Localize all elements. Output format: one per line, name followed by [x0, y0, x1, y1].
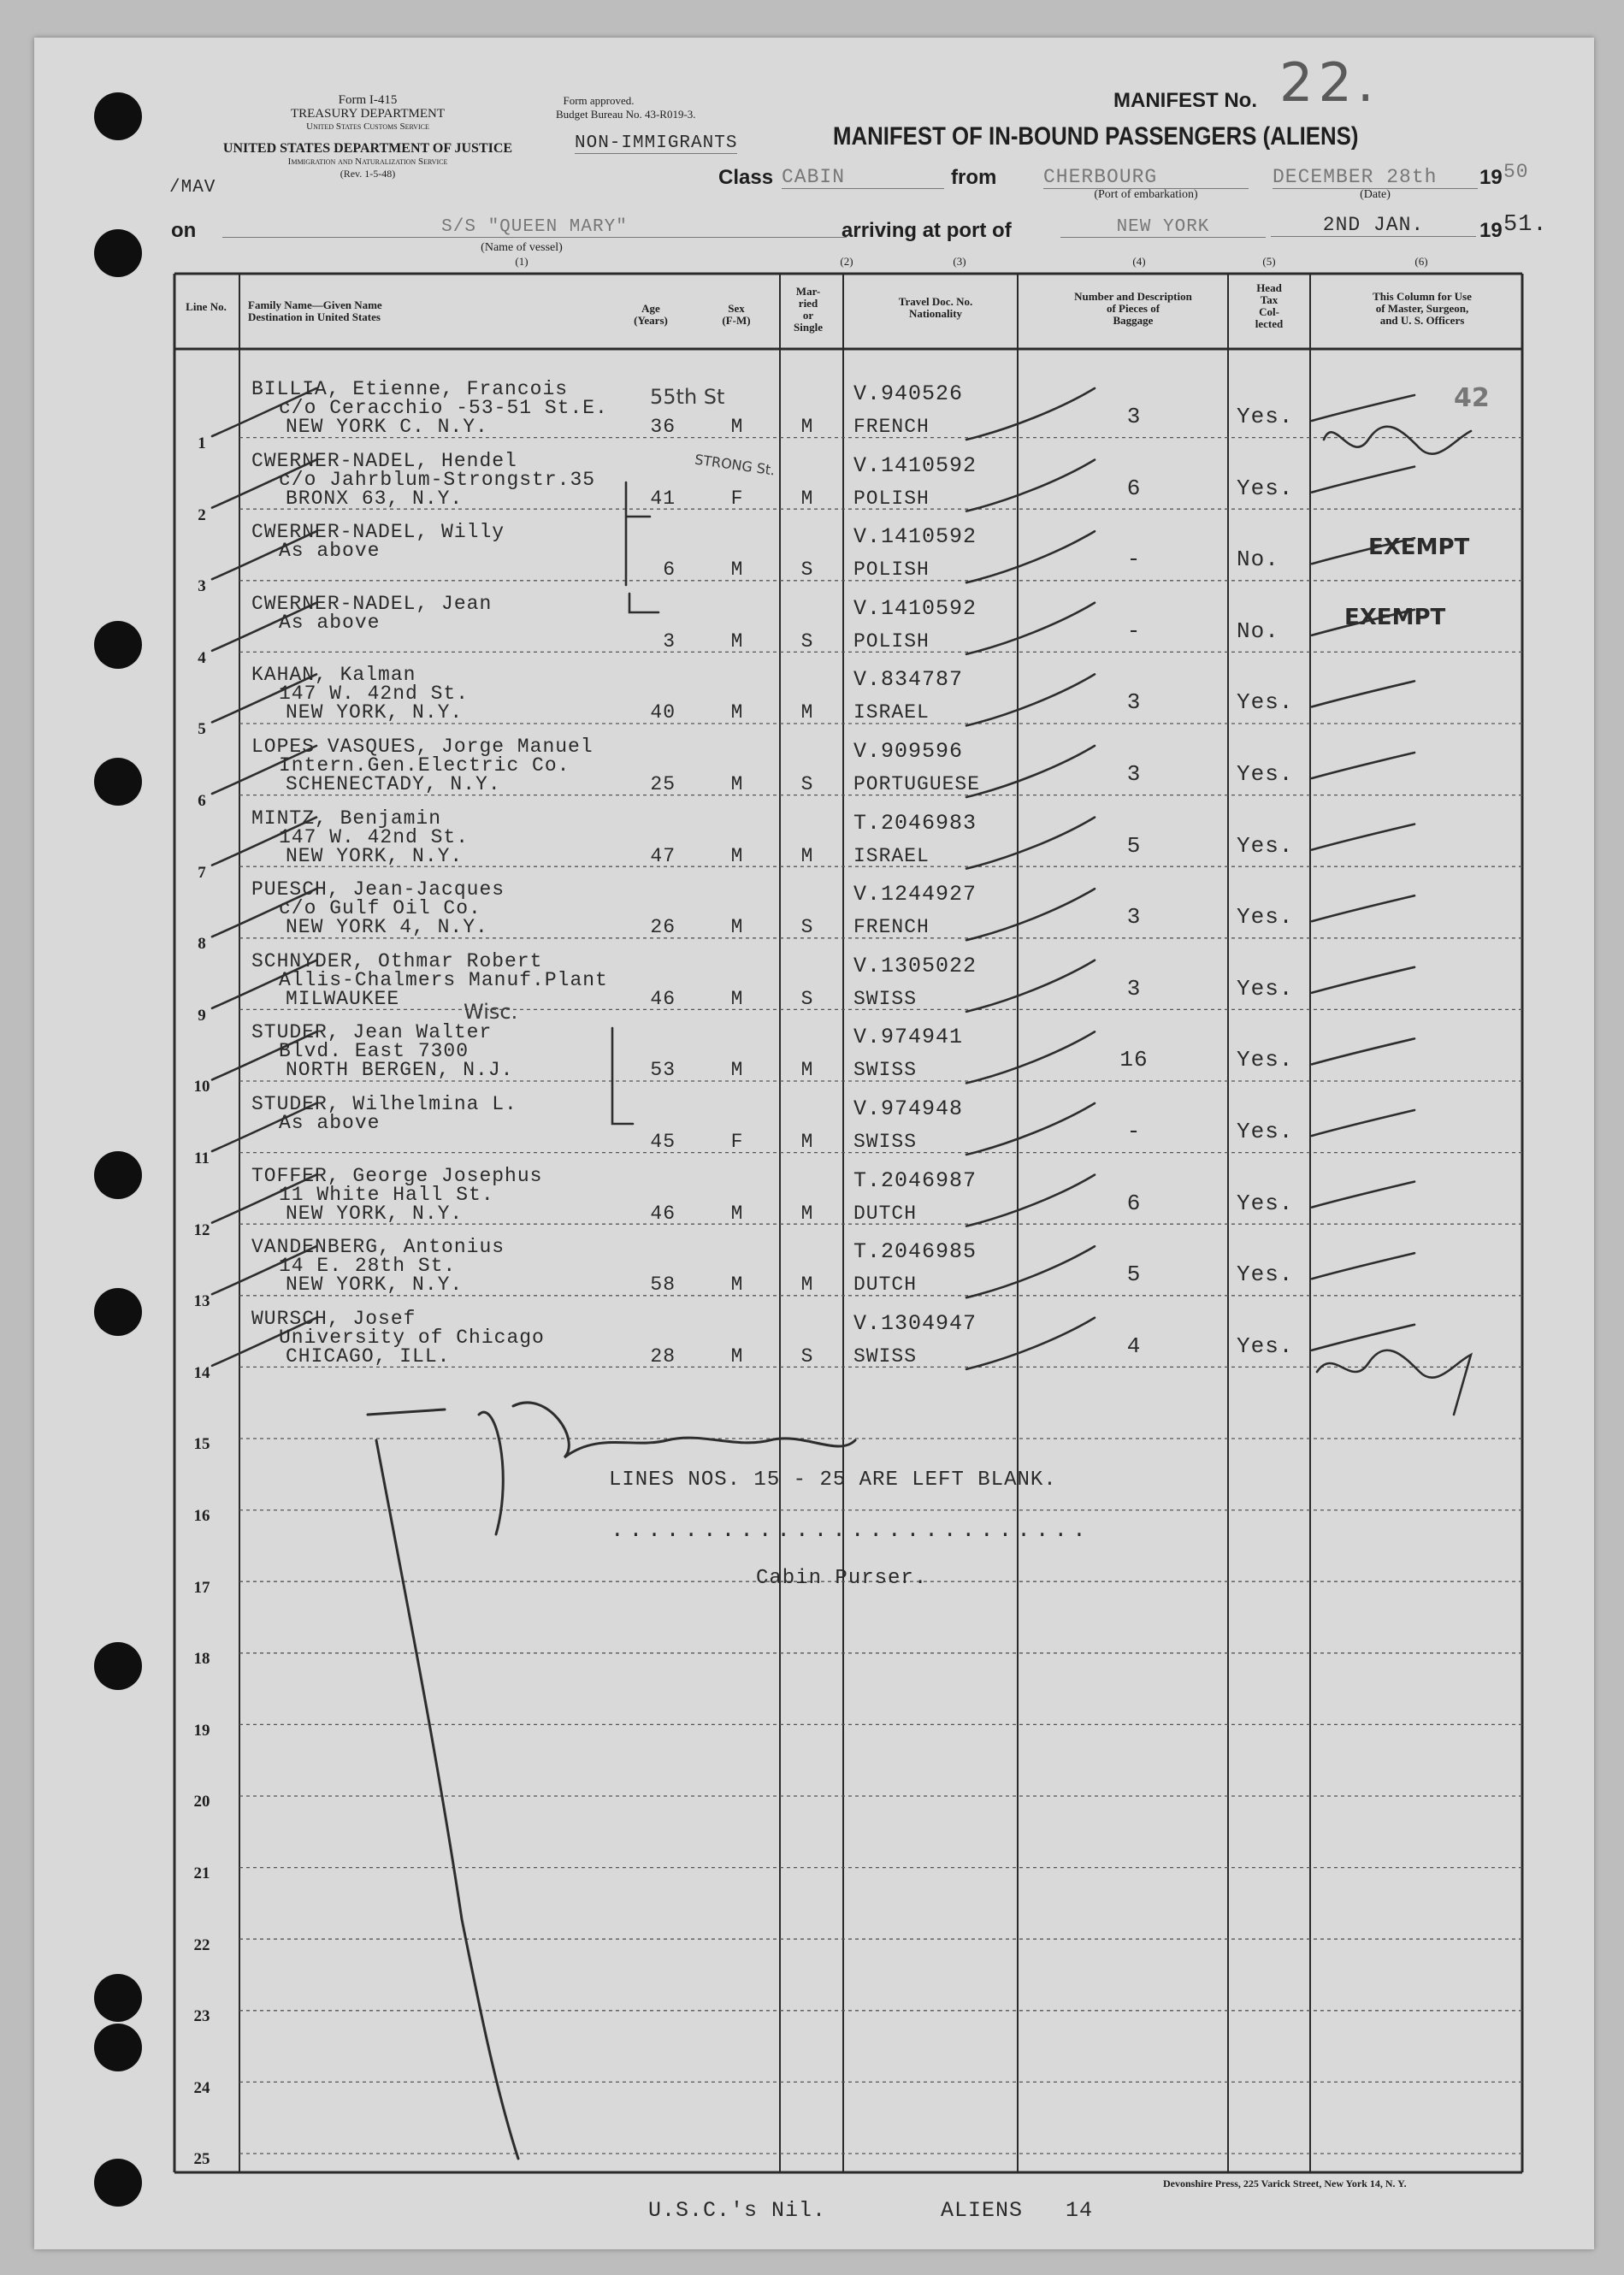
- cell-age: 6: [663, 558, 676, 582]
- pen-stroke: [1324, 427, 1471, 454]
- cell-married: M: [800, 1059, 814, 1082]
- cell-name: STUDER, Wilhelmina L.: [251, 1093, 517, 1115]
- cell-dest2: NEW YORK, N.Y.: [286, 1273, 464, 1297]
- customs-service: United States Customs Service: [306, 121, 429, 132]
- cell-name: KAHAN, Kalman: [251, 664, 416, 687]
- pen-stroke: [212, 603, 316, 651]
- pen-stroke: [212, 531, 316, 579]
- aliens-label: ALIENS: [941, 2198, 1024, 2223]
- pen-stroke: [629, 594, 658, 612]
- cell-line: 5: [198, 720, 206, 739]
- pen-stroke: [966, 889, 1095, 940]
- cell-doc: T.2046983: [853, 810, 977, 836]
- cell-tax: Yes.: [1237, 475, 1294, 501]
- cell-dest1: As above: [279, 611, 381, 634]
- cell-doc: V.974941: [853, 1025, 964, 1050]
- cell-bag: -: [1126, 1119, 1142, 1144]
- pen-stroke: [1317, 1350, 1471, 1415]
- pen-stroke: [212, 889, 316, 937]
- pen-stroke: [212, 746, 316, 794]
- cell-nat: POLISH: [853, 487, 930, 510]
- cell-dest2: NEW YORK C. N.Y.: [286, 416, 488, 438]
- cell-tax: Yes.: [1237, 1047, 1294, 1073]
- cell-line: 8: [198, 935, 206, 954]
- cell-tax: Yes.: [1237, 761, 1294, 787]
- pen-stroke: [368, 1409, 445, 1415]
- pen-stroke: [1312, 895, 1414, 921]
- cell-bag: 3: [1126, 761, 1142, 787]
- year-prefix: 19: [1479, 166, 1503, 189]
- pen-stroke: [212, 460, 316, 508]
- cell-name: TOFFER, George Josephus: [251, 1164, 543, 1187]
- cell-line: 4: [198, 648, 206, 667]
- cell-line: 10: [193, 1078, 210, 1096]
- cell-name: PUESCH, Jean-Jacques: [251, 878, 505, 901]
- header-head-tax: Head Tax Col- lected: [1255, 281, 1284, 330]
- pen-stroke: [1312, 610, 1414, 635]
- pen-stroke: [1312, 1325, 1414, 1350]
- cell-married: S: [800, 987, 814, 1010]
- cell-line: 6: [198, 792, 206, 810]
- vessel-caption: (Name of vessel): [481, 241, 563, 254]
- pen-stroke: [212, 1246, 316, 1294]
- date-caption: (Date): [1360, 188, 1391, 201]
- col-number-4: (4): [1132, 255, 1146, 268]
- cell-note: Wisc.: [464, 999, 518, 1024]
- cell-nat: DUTCH: [853, 1202, 918, 1225]
- aliens-count: 14: [1066, 2198, 1094, 2223]
- cell-married: M: [800, 1202, 814, 1225]
- pen-stroke: [612, 1028, 633, 1124]
- cell-dest2: CHICAGO, ILL.: [286, 1344, 451, 1368]
- manifest-title: MANIFEST OF IN-BOUND PASSENGERS (ALIENS): [833, 122, 1359, 151]
- cell-married: M: [800, 487, 814, 510]
- cell-nat: ISRAEL: [853, 844, 930, 867]
- cell-bag: -: [1126, 547, 1142, 573]
- cell-sex: M: [730, 987, 744, 1010]
- justice-dept: UNITED STATES DEPARTMENT OF JUSTICE: [222, 141, 513, 156]
- cell-name: MINTZ, Benjamin: [251, 807, 442, 830]
- cell-bag: 3: [1126, 689, 1142, 716]
- pen-stroke: [212, 1031, 316, 1079]
- port-embark-caption: (Port of embarkation): [1094, 188, 1198, 201]
- cell-dest1: 11 White Hall St.: [279, 1183, 494, 1206]
- col-number-6: (6): [1414, 255, 1428, 268]
- cell-nat: SWISS: [853, 1059, 918, 1082]
- cell-tax: Yes.: [1237, 1262, 1294, 1288]
- cell-married: S: [800, 773, 814, 795]
- cell-nat: POLISH: [853, 558, 930, 582]
- cell-dest1: 147 W. 42nd St.: [279, 682, 469, 706]
- cell-tax: Yes.: [1237, 404, 1294, 429]
- cell-name: BILLIA, Etienne, Francois: [251, 378, 569, 400]
- embarkation-port: CHERBOURG: [1043, 166, 1249, 189]
- cell-bag: 6: [1126, 1190, 1142, 1216]
- cell-bag: -: [1126, 618, 1142, 644]
- cell-married: S: [800, 629, 814, 653]
- pen-stroke: [966, 746, 1095, 797]
- cell-dest1: Allis-Chalmers Manuf.Plant: [279, 968, 608, 991]
- cell-nat: PORTUGUESE: [853, 773, 981, 795]
- cell-line: 3: [198, 577, 206, 596]
- blank-line-number: 18: [193, 1650, 210, 1669]
- cell-tax: No.: [1237, 547, 1279, 573]
- cell-dest1: 147 W. 42nd St.: [279, 825, 469, 848]
- cell-dest2: BRONX 63, N.Y.: [286, 487, 464, 510]
- cell-married: S: [800, 1344, 814, 1368]
- pen-stroke: [966, 460, 1095, 511]
- cell-line: 2: [198, 505, 206, 524]
- cell-bag: 5: [1126, 1262, 1142, 1288]
- pen-stroke: [966, 1031, 1095, 1083]
- cell-tax: Yes.: [1237, 1119, 1294, 1144]
- cell-sex: M: [730, 629, 744, 653]
- pen-stroke: [966, 388, 1095, 440]
- cell-dest2: NEW YORK, N.Y.: [286, 701, 464, 724]
- cell-dest1: c/o Gulf Oil Co.: [279, 897, 481, 920]
- header-travel-doc: Travel Doc. No. Nationality: [898, 295, 973, 320]
- cell-officer: 42: [1454, 383, 1490, 413]
- cell-age: 47: [650, 844, 676, 867]
- cell-nat: DUTCH: [853, 1273, 918, 1297]
- pen-stroke: [479, 1403, 855, 1534]
- arrival-port: NEW YORK: [1060, 217, 1266, 238]
- cell-name: CWERNER-NADEL, Hendel: [251, 449, 517, 472]
- cell-age: 45: [650, 1131, 676, 1153]
- cell-doc: V.1410592: [853, 524, 977, 550]
- blank-line-number: 15: [193, 1435, 210, 1454]
- pen-stroke: [1312, 1253, 1414, 1279]
- cell-dest2: NORTH BERGEN, N.J.: [286, 1059, 514, 1082]
- pen-stroke: [1312, 753, 1414, 778]
- pen-stroke: [1312, 1182, 1414, 1208]
- cell-bag: 4: [1126, 1332, 1142, 1359]
- cell-doc: V.974948: [853, 1096, 964, 1121]
- pen-stroke: [212, 818, 316, 866]
- pen-stroke: [966, 1103, 1095, 1155]
- cell-sex: F: [730, 487, 744, 510]
- col-number-1: (1): [515, 255, 529, 268]
- printer-imprint: Devonshire Press, 225 Varick Street, New York 14, N. Y.: [1163, 2178, 1407, 2189]
- cell-tax: Yes.: [1237, 1190, 1294, 1216]
- budget-bureau: Budget Bureau No. 43-R019-3.: [556, 108, 696, 121]
- cell-dest1: c/o Jahrblum-Strongstr.35: [279, 468, 596, 491]
- pen-stroke: [1312, 681, 1414, 706]
- cell-nat: FRENCH: [853, 916, 930, 939]
- cell-age: 28: [650, 1344, 676, 1368]
- cell-age: 46: [650, 987, 676, 1010]
- from-label: from: [951, 166, 997, 189]
- cell-line: 7: [198, 863, 206, 882]
- header-sex: Sex (F-M): [722, 302, 751, 327]
- pen-stroke: [376, 1440, 518, 2159]
- cell-name: STUDER, Jean Walter: [251, 1021, 493, 1044]
- cell-nat: SWISS: [853, 987, 918, 1010]
- header-line-no: Line No.: [186, 300, 227, 313]
- revision: (Rev. 1-5-48): [340, 168, 396, 180]
- cell-dest2: NEW YORK 4, N.Y.: [286, 916, 488, 939]
- cell-name: CWERNER-NADEL, Willy: [251, 521, 505, 544]
- manifest-number: 22.: [1279, 51, 1379, 114]
- cell-doc: V.1244927: [853, 882, 977, 907]
- form-number: Form I-415: [338, 93, 398, 107]
- cell-nat: SWISS: [853, 1131, 918, 1153]
- pen-stroke: [966, 1175, 1095, 1226]
- pen-stroke: [1312, 467, 1414, 493]
- pen-stroke: [212, 1175, 316, 1223]
- cell-dest1: University of Chicago: [279, 1326, 545, 1349]
- cell-dest1: Intern.Gen.Electric Co.: [279, 754, 570, 777]
- cell-sex: M: [730, 1059, 744, 1082]
- cell-age: 41: [650, 487, 676, 510]
- cell-dest1: c/o Ceracchio -53-51 St.E.: [279, 397, 608, 419]
- header-name: Family Name—Given Name Destination in United States: [248, 298, 382, 323]
- cell-age: 36: [650, 416, 676, 438]
- cell-officer: EXEMPT: [1368, 535, 1470, 561]
- class-label: Class: [718, 166, 774, 189]
- year-suffix: 50: [1503, 161, 1529, 183]
- manifest-no-label: MANIFEST No.: [1113, 89, 1257, 112]
- header-age: Age (Years): [634, 302, 668, 327]
- cell-name: VANDENBERG, Antonius: [251, 1236, 505, 1259]
- blank-line-number: 16: [193, 1507, 210, 1525]
- cell-tax: Yes.: [1237, 832, 1294, 859]
- cell-doc: V.1410592: [853, 452, 977, 478]
- cell-sex: M: [730, 844, 744, 867]
- cell-dest1: As above: [279, 540, 381, 563]
- cell-name: LOPES VASQUES, Jorge Manuel: [251, 736, 593, 758]
- pen-stroke: [1312, 824, 1414, 850]
- cell-line: 11: [194, 1149, 210, 1167]
- cell-line: 12: [193, 1220, 210, 1239]
- cell-sex: M: [730, 416, 744, 438]
- pen-stroke: [1312, 538, 1414, 564]
- cell-age: 53: [650, 1059, 676, 1082]
- cell-bag: 3: [1126, 404, 1142, 429]
- blank-line-number: 24: [193, 2078, 210, 2097]
- cell-name: CWERNER-NADEL, Jean: [251, 592, 493, 615]
- cell-tax: Yes.: [1237, 904, 1294, 931]
- handwritten-marks: [34, 38, 1594, 2249]
- clerk-initials: /MAV: [169, 178, 216, 198]
- col-number-2: (2): [840, 255, 853, 268]
- cell-age: 58: [650, 1273, 676, 1297]
- blank-lines-notice: LINES NOS. 15 - 25 ARE LEFT BLANK.: [609, 1468, 1057, 1492]
- col-number-3: (3): [953, 255, 966, 268]
- pen-stroke: [1312, 395, 1414, 421]
- blank-line-number: 25: [193, 2150, 210, 2169]
- cell-married: M: [800, 1131, 814, 1153]
- cell-nat: ISRAEL: [853, 701, 930, 724]
- manifest-sheet: [34, 38, 1594, 2249]
- arriving-label: arriving at port of: [842, 219, 1012, 242]
- signature-dots: ..........................: [611, 1517, 1091, 1543]
- cell-line: 14: [193, 1363, 210, 1382]
- cell-dest2: NEW YORK, N.Y.: [286, 1202, 464, 1225]
- cell-age: 3: [663, 629, 676, 653]
- pen-stroke: [966, 531, 1095, 582]
- cell-doc: V.1304947: [853, 1310, 977, 1336]
- pen-stroke: [1312, 1110, 1414, 1136]
- pen-stroke: [626, 482, 650, 585]
- blank-line-number: 22: [193, 1935, 210, 1954]
- cell-doc: T.2046987: [853, 1167, 977, 1193]
- cell-line: 13: [193, 1292, 210, 1311]
- cell-note: STRONG St.: [694, 451, 777, 479]
- form-approved: Form approved.: [563, 94, 635, 107]
- cell-tax: Yes.: [1237, 689, 1294, 716]
- cell-sex: M: [730, 1273, 744, 1297]
- cell-doc: V.1305022: [853, 953, 977, 978]
- header-baggage: Number and Description of Pieces of Baggage: [1074, 290, 1192, 327]
- ins-service: Immigration and Naturalization Service: [287, 157, 448, 167]
- cell-line: 9: [198, 1006, 206, 1025]
- header-officers: This Column for Use of Master, Surgeon, and U. S. Officers: [1373, 290, 1472, 327]
- cell-name: SCHNYDER, Othmar Robert: [251, 949, 543, 972]
- cell-dest1: 14 E. 28th St.: [279, 1255, 457, 1278]
- pen-stroke: [1312, 1038, 1414, 1064]
- cell-sex: M: [730, 1202, 744, 1225]
- blank-line-number: 19: [193, 1721, 210, 1740]
- arrival-year-suffix: 51.: [1503, 212, 1548, 238]
- pen-stroke: [212, 960, 316, 1008]
- cell-doc: T.2046985: [853, 1239, 977, 1265]
- blank-line-number: 17: [193, 1578, 210, 1597]
- blank-line-number: 23: [193, 2007, 210, 2026]
- cell-age: 25: [650, 773, 676, 795]
- cell-sex: F: [730, 1131, 744, 1153]
- cell-married: M: [800, 844, 814, 867]
- cell-doc: V.909596: [853, 739, 964, 764]
- cell-doc: V.834787: [853, 667, 964, 693]
- pen-stroke: [1312, 967, 1414, 993]
- cell-bag: 3: [1126, 904, 1142, 931]
- cell-tax: Yes.: [1237, 1332, 1294, 1359]
- cell-doc: V.1410592: [853, 595, 977, 621]
- pen-stroke: [966, 674, 1095, 725]
- blank-line-number: 21: [193, 1864, 210, 1882]
- cell-dest2: SCHENECTADY, N.Y.: [286, 773, 501, 795]
- on-label: on: [171, 219, 197, 242]
- cell-tax: No.: [1237, 618, 1279, 644]
- category-label: NON-IMMIGRANTS: [575, 133, 738, 153]
- cell-line: 1: [198, 434, 206, 452]
- blank-line-number: 20: [193, 1793, 210, 1811]
- pen-stroke: [966, 960, 1095, 1012]
- cell-nat: FRENCH: [853, 416, 930, 438]
- col-number-5: (5): [1262, 255, 1276, 268]
- pen-stroke: [966, 818, 1095, 869]
- cell-married: S: [800, 558, 814, 582]
- cell-sex: M: [730, 916, 744, 939]
- cell-age: 26: [650, 916, 676, 939]
- pen-stroke: [966, 603, 1095, 654]
- cell-bag: 5: [1126, 832, 1142, 859]
- header-married: Mar- ried or Single: [794, 285, 823, 334]
- arrival-date: 2ND JAN.: [1271, 214, 1476, 237]
- pen-stroke: [966, 1246, 1095, 1297]
- cell-tax: Yes.: [1237, 975, 1294, 1002]
- cell-married: S: [800, 916, 814, 939]
- cell-bag: 6: [1126, 475, 1142, 501]
- pen-stroke: [212, 388, 316, 436]
- treasury-dept: TREASURY DEPARTMENT: [290, 107, 446, 121]
- cell-sex: M: [730, 558, 744, 582]
- cell-age: 46: [650, 1202, 676, 1225]
- pen-stroke: [212, 674, 316, 722]
- usc-count: U.S.C.'s Nil.: [648, 2198, 827, 2223]
- arrival-year-prefix: 19: [1479, 219, 1503, 242]
- cell-nat: POLISH: [853, 629, 930, 653]
- pen-stroke: [212, 1318, 316, 1366]
- cell-nat: SWISS: [853, 1344, 918, 1368]
- cell-dest1: Blvd. East 7300: [279, 1040, 469, 1063]
- cell-married: M: [800, 1273, 814, 1297]
- cell-dest1: As above: [279, 1112, 381, 1134]
- cell-sex: M: [730, 1344, 744, 1368]
- pen-stroke: [966, 1318, 1095, 1369]
- cell-bag: 16: [1119, 1047, 1149, 1073]
- cell-note: 55th St: [650, 385, 725, 409]
- embarkation-date: DECEMBER 28th: [1273, 166, 1478, 189]
- signer-title: Cabin Purser.: [756, 1567, 928, 1590]
- cell-sex: M: [730, 773, 744, 795]
- cell-dest2: NEW YORK, N.Y.: [286, 844, 464, 867]
- cell-sex: M: [730, 701, 744, 724]
- vessel-name: S/S "QUEEN MARY": [222, 217, 847, 238]
- cell-bag: 3: [1126, 975, 1142, 1002]
- cell-age: 40: [650, 701, 676, 724]
- cell-dest2: MILWAUKEE: [286, 987, 400, 1010]
- cell-officer: EXEMPT: [1344, 604, 1446, 630]
- class-value: CABIN: [782, 166, 944, 189]
- cell-married: M: [800, 416, 814, 438]
- cell-married: M: [800, 701, 814, 724]
- pen-stroke: [212, 1103, 316, 1151]
- cell-name: WURSCH, Josef: [251, 1307, 416, 1330]
- cell-doc: V.940526: [853, 381, 964, 406]
